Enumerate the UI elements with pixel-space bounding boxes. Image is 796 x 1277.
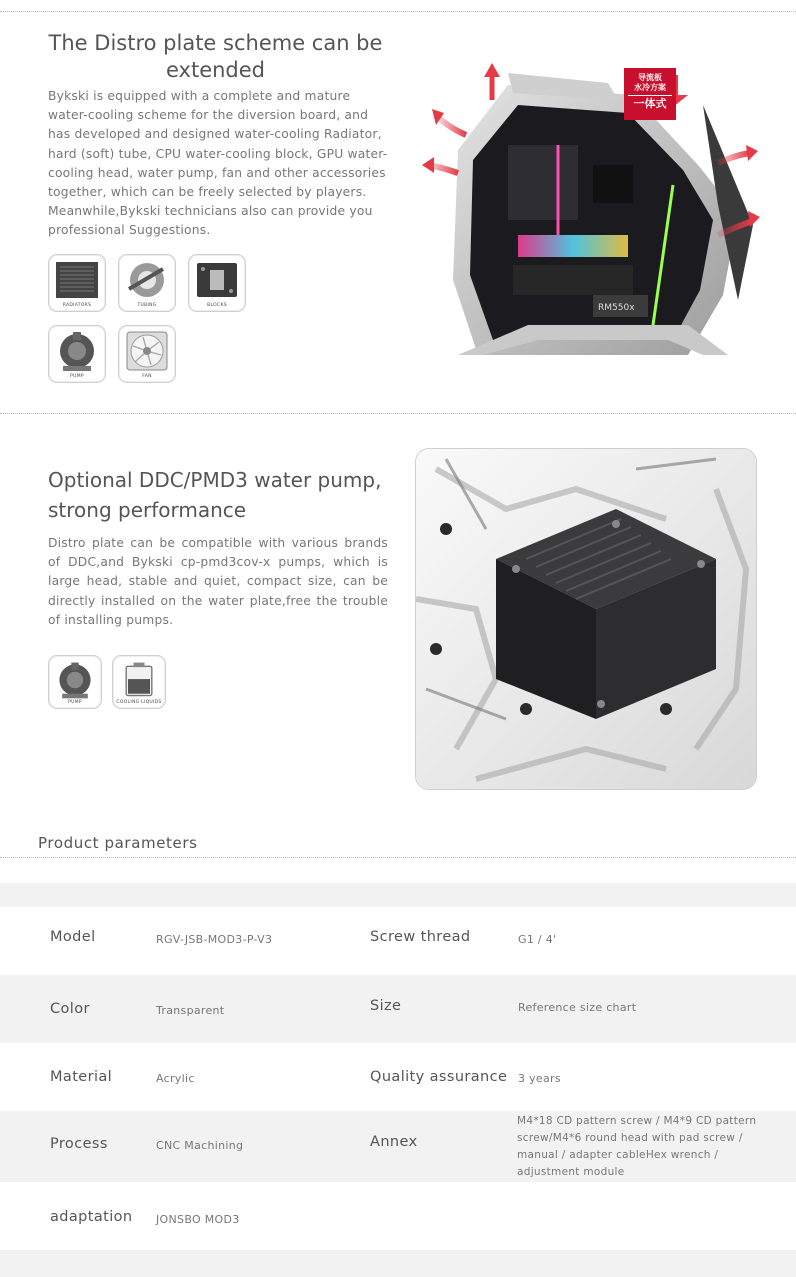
section-divider [0, 413, 796, 414]
param-label: Material [50, 1069, 113, 1085]
params-top-band [0, 883, 796, 907]
param-label: adaptation [50, 1209, 133, 1225]
param-label: Screw thread [370, 929, 471, 945]
param-value: G1 / 4' [518, 933, 557, 946]
cooling-liquids-card [112, 655, 166, 709]
param-label: Color [50, 1001, 90, 1017]
icon-label: BLOCKS [207, 303, 227, 308]
radiators-card [48, 254, 106, 312]
cooling-liquid-icon [117, 660, 161, 700]
banner-line3: 一体式 [628, 95, 672, 112]
pump-image-frame [415, 448, 757, 790]
ddc-pump-image [416, 449, 757, 790]
param-value: JONSBO MOD3 [156, 1213, 240, 1226]
top-divider [0, 11, 796, 12]
section2-title: Optional DDC/PMD3 water pump, strong performance [48, 468, 382, 522]
psu-label: RM550x [598, 303, 635, 313]
param-label: Quality assurance [370, 1069, 508, 1085]
banner-line1: 导流板 [638, 73, 662, 82]
tubing-icon [123, 259, 171, 301]
fan-card [118, 325, 176, 383]
params-divider [0, 857, 796, 858]
param-row-model [0, 907, 796, 975]
icon-label: PUMP [68, 700, 82, 705]
param-value: 3 years [518, 1072, 561, 1085]
icon-label: RADIATORS [62, 303, 92, 308]
icon-label: TUBING [137, 303, 157, 308]
param-row-color [0, 975, 796, 1043]
param-row-adaptation [0, 1182, 796, 1250]
pump-card [48, 325, 106, 383]
pc-case-image [418, 55, 768, 385]
block-icon [193, 259, 241, 301]
icon-label: FAN [142, 374, 152, 379]
params-bottom-band [0, 1250, 796, 1277]
param-value: Acrylic [156, 1072, 195, 1085]
pump-icon [53, 660, 97, 700]
radiator-icon [53, 259, 101, 301]
param-label: Process [50, 1136, 108, 1152]
fan-icon [123, 330, 171, 372]
icon-label: PUMP [70, 374, 84, 379]
param-row-process [0, 1111, 796, 1182]
param-label: Size [370, 998, 402, 1014]
param-value: Transparent [156, 1004, 225, 1017]
param-value: M4*18 CD pattern screw / M4*9 CD pattern screw/M4*6 round head with pad screw / manual / adapter cableHex wrench / adjustment module [517, 1115, 757, 1178]
param-value: RGV-JSB-MOD3-P-V3 [156, 933, 273, 946]
param-label: Model [50, 929, 96, 945]
icon-label: COOLING LIQUIDS [116, 700, 162, 705]
integrated-scheme-banner [624, 68, 676, 120]
blocks-card [188, 254, 246, 312]
param-value: CNC Machining [156, 1139, 244, 1152]
param-row-material [0, 1043, 796, 1111]
section2-description: Distro plate can be compatible with various brands of DDC,and Bykski cp-pmd3cov-x pumps, which is large head, stable and quiet, compact size, can be directly installed on the water plate,free the trouble of installing pumps. [48, 536, 388, 627]
pump-card [48, 655, 102, 709]
banner-line2: 水冷方案 [634, 83, 666, 92]
param-value: Reference size chart [518, 1001, 637, 1014]
section1-title: The Distro plate scheme can be extended [48, 31, 383, 82]
section1-description: Bykski is equipped with a complete and mature water-cooling scheme for the diversion board, and has developed and designed water-cooling Radiator, hard (soft) tube, CPU water-cooling block, GPU water-cooling head, water pump, fan and other accessories together, which can be freely selected by players. Meanwhile,Bykski technicians also can provide you professional Suggestions. [48, 89, 388, 238]
tubing-card [118, 254, 176, 312]
pump-icon [53, 330, 101, 372]
param-label: Annex [370, 1134, 418, 1150]
params-title: Product parameters [38, 834, 198, 852]
